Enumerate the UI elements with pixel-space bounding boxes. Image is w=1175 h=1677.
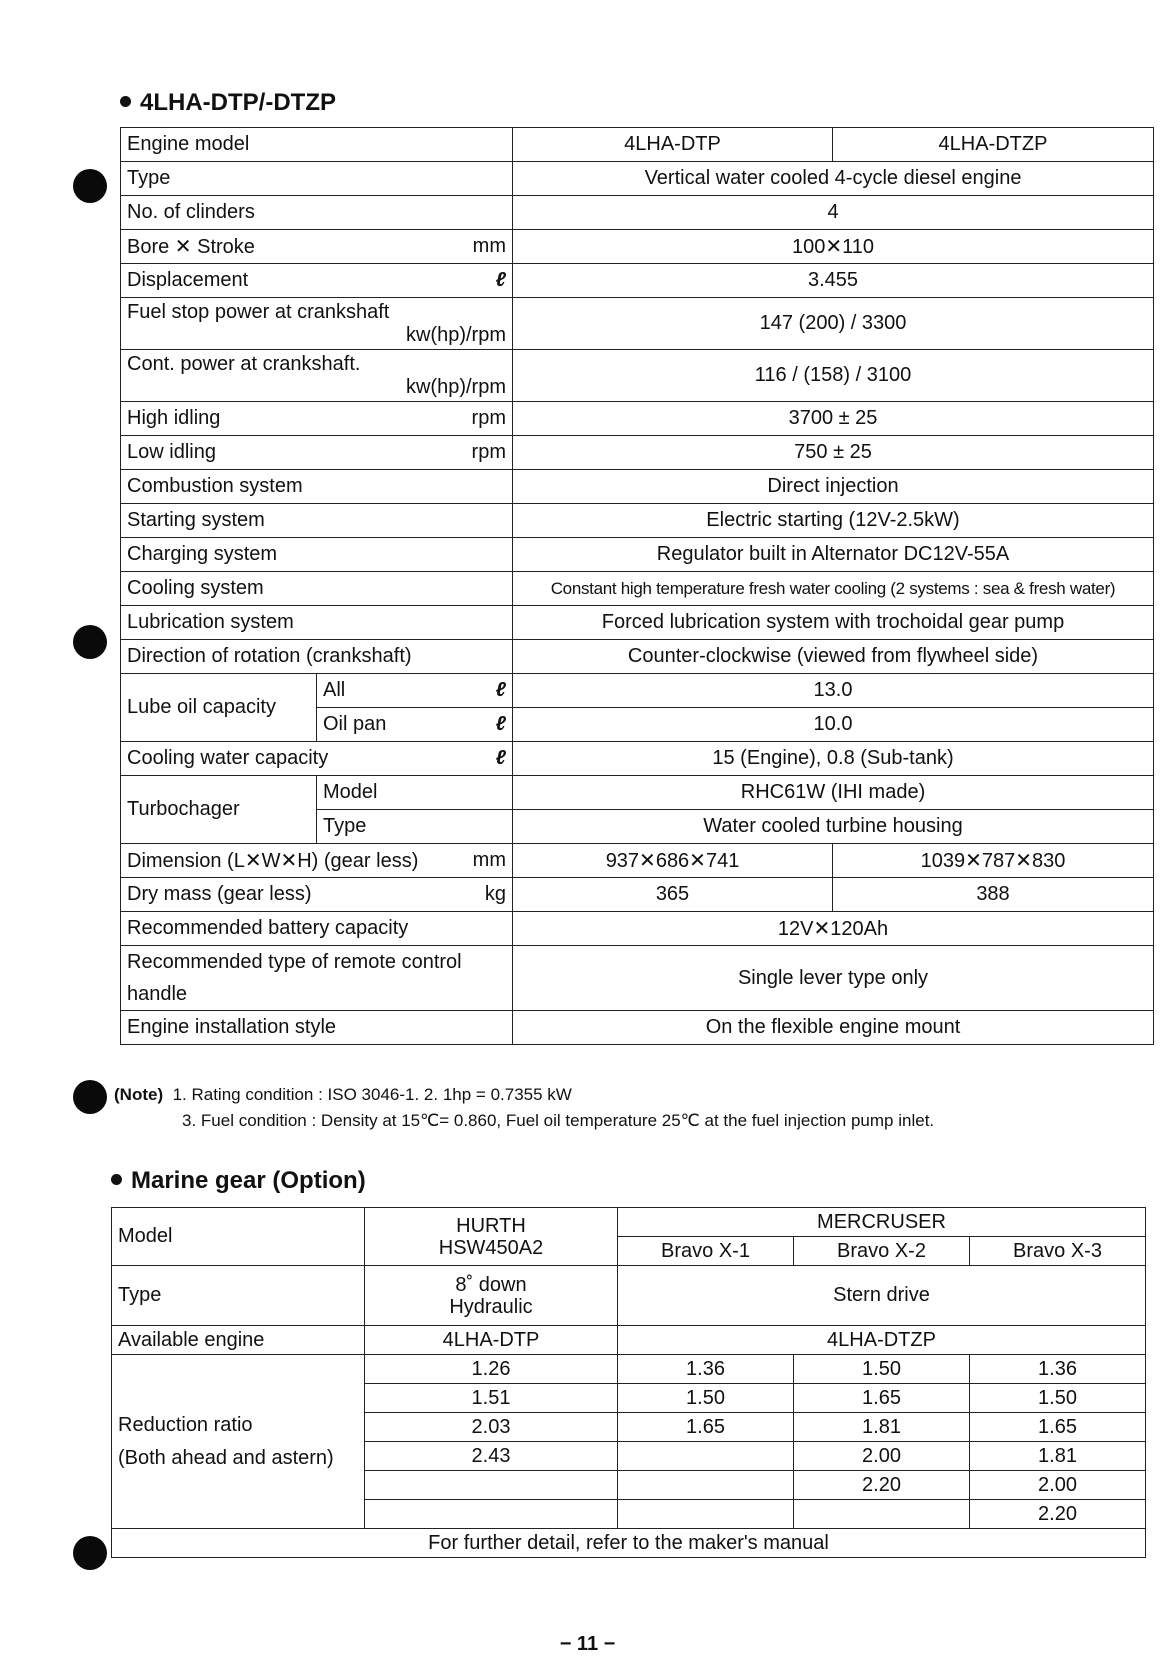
ratio-cell: 2.03 — [365, 1413, 618, 1442]
ratio-cell: 1.50 — [618, 1384, 794, 1413]
table-row — [121, 264, 1154, 298]
spec-unit: kg — [484, 883, 506, 905]
engine-hurth: 4LHA-DTP — [365, 1326, 618, 1355]
spec-label: Recommended battery capacity — [121, 912, 513, 946]
spec-value: 116 / (158) / 3100 — [513, 350, 1154, 402]
spec-value: Counter-clockwise (viewed from flywheel side) — [513, 640, 1154, 674]
gear-label: Model — [112, 1208, 365, 1266]
spec-label: Direction of rotation (crankshaft) — [121, 640, 513, 674]
ratio-cell: 1.51 — [365, 1384, 618, 1413]
spec-label: Dimension (L✕W✕H) (gear less) — [127, 850, 419, 872]
table-row — [121, 844, 1154, 878]
spec-label: Dry mass (gear less) — [127, 883, 312, 905]
bravo-x3-header: Bravo X-3 — [970, 1237, 1146, 1266]
ratio-cell — [618, 1442, 794, 1471]
table-row — [121, 504, 1154, 538]
spec-label: Displacement — [127, 269, 249, 291]
table-row — [121, 572, 1154, 606]
spec-value: 3.455 — [513, 264, 1154, 298]
ratio-cell: 2.20 — [970, 1500, 1146, 1529]
spec-value: 3700 ± 25 — [513, 402, 1154, 436]
spec-label: Lubrication system — [121, 606, 513, 640]
punch-hole — [73, 169, 107, 203]
spec-value: 15 (Engine), 0.8 (Sub-tank) — [513, 742, 1154, 776]
ratio-cell: 1.26 — [365, 1355, 618, 1384]
ratio-cell: 1.65 — [794, 1384, 970, 1413]
table-row — [112, 1266, 1146, 1326]
page-number: − 11 − — [559, 1633, 616, 1655]
hurth-type: 8˚ down — [455, 1273, 527, 1296]
gear-label: (Both ahead and astern) — [118, 1446, 334, 1469]
ratio-cell: 1.65 — [970, 1413, 1146, 1442]
table-row — [112, 1355, 1146, 1384]
table-row — [112, 1529, 1146, 1558]
model-a-header: 4LHA-DTP — [513, 128, 833, 162]
ratio-cell — [365, 1471, 618, 1500]
model-b-header: 4LHA-DTZP — [833, 128, 1154, 162]
spec-unit: rpm — [471, 441, 506, 463]
gear-label: Type — [112, 1266, 365, 1326]
table-row — [121, 162, 1154, 196]
spec-unit: ℓ — [495, 747, 506, 769]
spec-label: Cont. power at crankshaft. — [127, 352, 361, 375]
punch-hole — [73, 625, 107, 659]
spec-value: 10.0 — [513, 708, 1154, 742]
spec-label: Cooling system — [121, 572, 513, 606]
mercruser-type: Stern drive — [618, 1266, 1146, 1326]
ratio-cell: 2.43 — [365, 1442, 618, 1471]
bravo-x2-header: Bravo X-2 — [794, 1237, 970, 1266]
ratio-cell: 1.81 — [970, 1442, 1146, 1471]
table-row — [121, 912, 1154, 946]
gear-section-title: Marine gear (Option) — [111, 1167, 366, 1195]
engine-mercruser: 4LHA-DTZP — [618, 1326, 1146, 1355]
table-row — [121, 470, 1154, 504]
notes-block — [114, 1082, 934, 1134]
gear-label: Available engine — [112, 1326, 365, 1355]
spec-value: 4 — [513, 196, 1154, 230]
spec-unit: ℓ — [495, 269, 506, 291]
ratio-cell — [365, 1500, 618, 1529]
mercruser-header: MERCRUSER — [618, 1208, 1146, 1237]
ratio-cell — [618, 1471, 794, 1500]
hurth-name: HURTH — [456, 1214, 526, 1237]
spec-unit: mm — [472, 235, 506, 257]
spec-label: Bore ✕ Stroke — [127, 236, 255, 258]
spec-value-a: 365 — [513, 878, 833, 912]
spec-unit: ℓ — [495, 713, 506, 735]
spec-unit: rpm — [471, 407, 506, 429]
spec-label: Turbochager — [121, 776, 317, 844]
ratio-cell — [794, 1500, 970, 1529]
spec-value-b: 1039✕787✕830 — [833, 844, 1154, 878]
punch-hole — [73, 1080, 107, 1114]
ratio-cell: 1.36 — [970, 1355, 1146, 1384]
ratio-cell — [618, 1500, 794, 1529]
spec-label: No. of clinders — [121, 196, 513, 230]
spec-section-title: 4LHA-DTP/-DTZP — [120, 89, 336, 117]
table-row — [121, 1011, 1154, 1045]
spec-value: Single lever type only — [513, 946, 1154, 1011]
table-row — [121, 402, 1154, 436]
table-row — [121, 128, 1154, 162]
spec-label: Low idling — [127, 441, 216, 463]
spec-unit: kw(hp)/rpm — [405, 375, 506, 398]
spec-value: 147 (200) / 3300 — [513, 298, 1154, 350]
spec-label: Engine model — [121, 128, 513, 162]
spec-value: 12V✕120Ah — [513, 912, 1154, 946]
table-row — [121, 640, 1154, 674]
sub-label: Type — [317, 810, 513, 844]
hurth-type: Hydraulic — [449, 1295, 533, 1318]
spec-value-a: 937✕686✕741 — [513, 844, 833, 878]
table-row — [121, 298, 1154, 350]
table-row — [121, 742, 1154, 776]
spec-label: Combustion system — [121, 470, 513, 504]
ratio-cell: 1.81 — [794, 1413, 970, 1442]
ratio-cell: 1.50 — [970, 1384, 1146, 1413]
spec-label: Engine installation style — [121, 1011, 513, 1045]
table-row — [121, 196, 1154, 230]
spec-unit: ℓ — [495, 679, 506, 701]
spec-value: Electric starting (12V-2.5kW) — [513, 504, 1154, 538]
bullet-icon — [120, 96, 131, 107]
spec-label: Type — [121, 162, 513, 196]
table-row — [112, 1208, 1146, 1237]
note-prefix: (Note) — [114, 1085, 164, 1104]
ratio-cell: 1.50 — [794, 1355, 970, 1384]
spec-label: Cooling water capacity — [127, 747, 329, 769]
spec-value: Constant high temperature fresh water cooling (2 systems : sea & fresh water) — [513, 572, 1154, 606]
spec-value: Vertical water cooled 4-cycle diesel engine — [513, 162, 1154, 196]
spec-label: High idling — [127, 407, 221, 429]
table-row — [121, 946, 1154, 1011]
spec-unit: kw(hp)/rpm — [405, 323, 506, 346]
ratio-cell: 1.36 — [618, 1355, 794, 1384]
bravo-x1-header: Bravo X-1 — [618, 1237, 794, 1266]
bullet-icon — [111, 1174, 122, 1185]
table-row — [112, 1326, 1146, 1355]
spec-value: Regulator built in Alternator DC12V-55A — [513, 538, 1154, 572]
spec-value: Water cooled turbine housing — [513, 810, 1154, 844]
note-line: 3. Fuel condition : Density at 15℃= 0.860, Fuel oil temperature 25℃ at the fuel injection pump inlet. — [182, 1111, 935, 1130]
spec-value: On the flexible engine mount — [513, 1011, 1154, 1045]
spec-label: Lube oil capacity — [121, 674, 317, 742]
table-row — [121, 776, 1154, 810]
spec-label: Recommended type of remote control — [127, 951, 462, 973]
spec-value: Forced lubrication system with trochoidal gear pump — [513, 606, 1154, 640]
spec-value: 750 ± 25 — [513, 436, 1154, 470]
gear-label: Reduction ratio — [118, 1413, 253, 1436]
table-row — [121, 436, 1154, 470]
sub-label: Model — [317, 776, 513, 810]
marine-gear-table — [111, 1207, 1146, 1558]
ratio-cell: 2.20 — [794, 1471, 970, 1500]
ratio-cell: 2.00 — [970, 1471, 1146, 1500]
table-row — [121, 674, 1154, 708]
spec-label: Starting system — [121, 504, 513, 538]
spec-label: Charging system — [121, 538, 513, 572]
spec-value: Direct injection — [513, 470, 1154, 504]
hurth-model: HSW450A2 — [438, 1236, 544, 1259]
spec-value: RHC61W (IHI made) — [513, 776, 1154, 810]
spec-value: 100✕110 — [513, 230, 1154, 264]
note-line: 1. Rating condition : ISO 3046-1. 2. 1hp = 0.7355 kW — [172, 1085, 572, 1104]
spec-value: 13.0 — [513, 674, 1154, 708]
spec-label: handle — [127, 983, 188, 1005]
gear-footer: For further detail, refer to the maker's manual — [112, 1529, 1146, 1558]
engine-spec-table — [120, 127, 1154, 1045]
table-row — [121, 230, 1154, 264]
punch-hole — [73, 1536, 107, 1570]
sub-label: All — [323, 679, 346, 701]
table-row — [121, 350, 1154, 402]
ratio-cell: 1.65 — [618, 1413, 794, 1442]
ratio-cell: 2.00 — [794, 1442, 970, 1471]
spec-value-b: 388 — [833, 878, 1154, 912]
spec-label: Fuel stop power at crankshaft — [127, 300, 390, 323]
sub-label: Oil pan — [323, 713, 387, 735]
table-row — [121, 878, 1154, 912]
table-row — [121, 538, 1154, 572]
table-row — [121, 606, 1154, 640]
spec-unit: mm — [472, 849, 506, 871]
